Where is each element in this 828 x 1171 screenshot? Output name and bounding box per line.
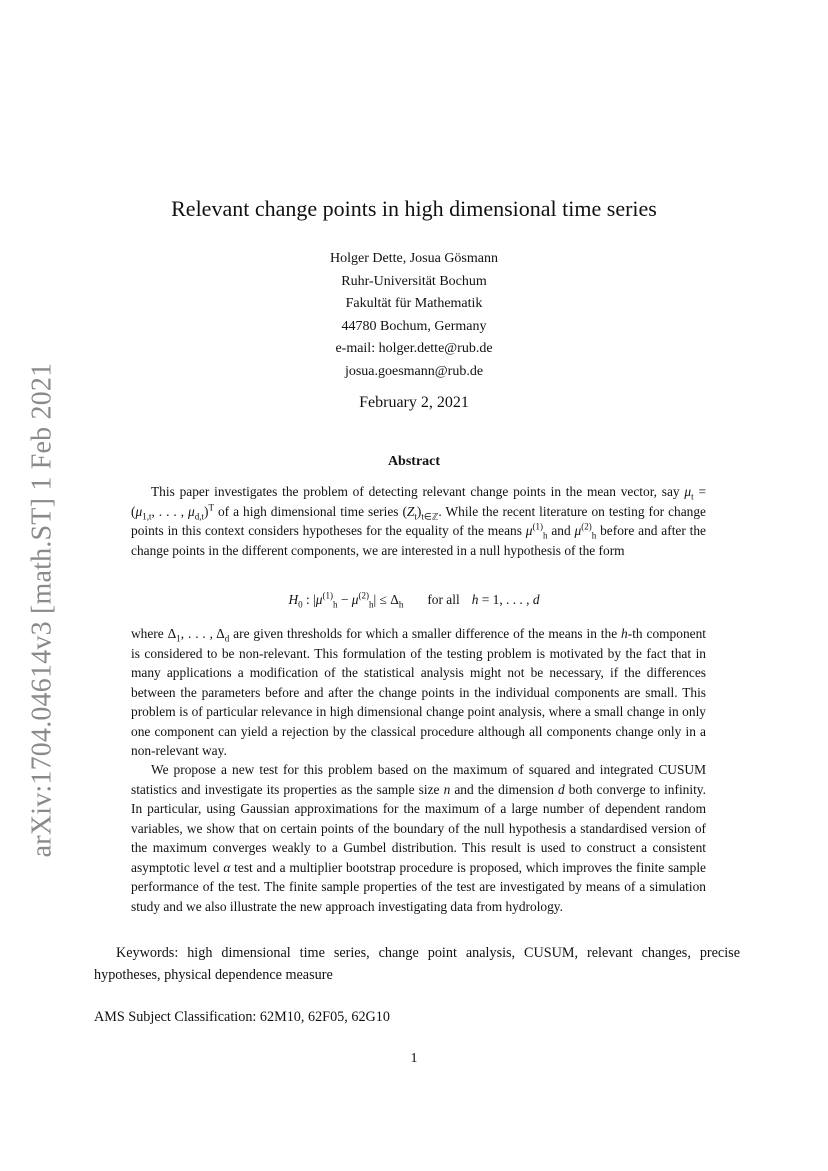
page-number: 1 bbox=[410, 1051, 418, 1066]
null-hypothesis-formula: $H_0$ : $|\mu^{(1)}_h - \mu^{(2)}_h| \le \Delta_h$ for all h = 1, . . . , d bbox=[288, 590, 540, 610]
paper-title: Relevant change points in high dimensional time series bbox=[171, 196, 657, 221]
abstract-paragraph-2: where $\Delta_1$, . . . , $\Delta_d$ are given thresholds for which a smaller difference of the means in the h-th component is considered to be non-relevant. This formulation of the testing problem is motivated by the fact that in many applications a modification of the statistical analysis might not be necessary, if the differences between the parameters before and after the change points in the individual components are small. This problem is of particular relevance in high dimensional change point analysis, where a small change in only one component can yield a rejection by the classical procedure although all components change only in a non-relevant way. bbox=[131, 626, 706, 758]
abstract-paragraph-1: This paper investigates the problem of detecting relevant change points in the mean vector, say $\mu_t = (\mu_{1,t}$, . . . , $\mu_{d,t})^T$ of a high dimensional time series $(Z_t)_{t\in ℤ}$. While the recent literature on testing for change points in this context considers hypotheses for the equality of the means $\mu^{(1)}_h$ and $\mu^{(2)}_h$ before and after the change points in the different components, we are interested in a null hypothesis of the form bbox=[131, 484, 707, 558]
author-affiliation: Ruhr-Universität Bochum bbox=[341, 273, 487, 289]
author-names: Holger Dette, Josua Gösmann bbox=[330, 251, 498, 266]
author-email-primary: e-mail: holger.dette@rub.de bbox=[335, 341, 493, 356]
author-email-secondary: josua.goesmann@rub.de bbox=[344, 363, 484, 379]
author-address: 44780 Bochum, Germany bbox=[341, 318, 487, 334]
math-mu-h-1: $\mu^{(1)}_h$ bbox=[525, 521, 548, 541]
math-mu-h-2: $\mu^{(2)}_h$ bbox=[574, 521, 597, 541]
arxiv-identifier-text: arXiv:1704.04614v3 [math.ST] 1 Feb 2021 bbox=[26, 362, 57, 858]
paper-date: February 2, 2021 bbox=[359, 394, 469, 411]
arxiv-identifier bbox=[12, 350, 72, 870]
author-faculty: Fakultät für Mathematik bbox=[345, 296, 483, 311]
abstract-heading: Abstract bbox=[387, 454, 441, 469]
abstract-paragraph-3: We propose a new test for this problem based on the maximum of squared and integrated CUSUM statistics and investigate its properties as the sample size n and the dimension d both converge to infinity. In particular, using Gaussian approximations for the maximum of a large number of dependent random variables, we show that on certain points of the boundary of the null hypothesis a standardised version of the maximum converges weakly to a Gumbel distribution. This result is used to construct a consistent asymptotic level α test and a multiplier bootstrap procedure is proposed, which improves the finite sample performance of the test. The finite sample properties of the test are investigated by means of a simulation study and we also illustrate the new approach investigating data from hydrology. bbox=[131, 762, 706, 914]
keywords: Keywords: high dimensional time series, change point analysis, CUSUM, relevant changes, precise hypotheses, physical dependence measure bbox=[94, 945, 740, 983]
author-block bbox=[0, 248, 828, 383]
math-mean-vector: $\mu_t$ bbox=[684, 484, 694, 502]
ams-classification: AMS Subject Classification: 62M10, 62F05, 62G10 bbox=[94, 1009, 390, 1025]
